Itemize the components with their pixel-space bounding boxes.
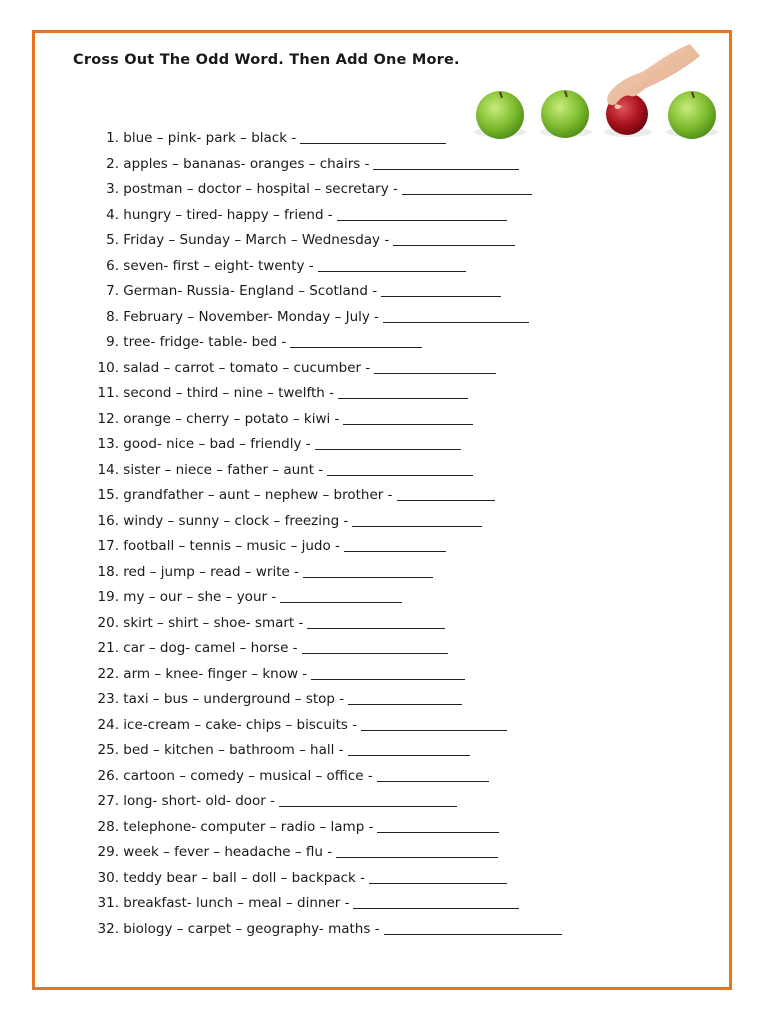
answer-blank[interactable]: [344, 537, 446, 552]
question-number: 2.: [106, 155, 119, 172]
question-number: 26.: [97, 767, 119, 784]
question-number: 17.: [97, 538, 119, 554]
answer-blank[interactable]: [348, 741, 470, 756]
question-item: [94, 256, 562, 282]
question-number: 31.: [97, 895, 119, 911]
question-number: 29.: [97, 844, 119, 860]
question-number: 15.: [97, 487, 119, 503]
question-item: [94, 868, 562, 894]
question-words: sister – niece – father – aunt -: [123, 461, 324, 478]
answer-blank[interactable]: [373, 155, 519, 170]
answer-blank[interactable]: [383, 308, 529, 323]
question-words: biology – carpet – geography- maths -: [123, 920, 380, 937]
answer-blank[interactable]: [279, 792, 457, 807]
question-words: February – November- Monday – July -: [123, 308, 380, 325]
question-words: teddy bear – ball – doll – backpack -: [123, 869, 366, 886]
answer-blank[interactable]: [381, 282, 501, 297]
question-number: 27.: [97, 793, 119, 809]
question-item: [94, 638, 562, 664]
question-words: car – dog- camel – horse -: [123, 640, 298, 656]
answer-blank[interactable]: [300, 129, 446, 144]
question-item: [94, 562, 562, 588]
question-words: cartoon – comedy – musical – office -: [123, 767, 373, 784]
answer-blank[interactable]: [302, 639, 448, 654]
answer-blank[interactable]: [393, 231, 515, 246]
question-item: [94, 358, 562, 384]
question-number: 32.: [97, 920, 119, 937]
question-number: 13.: [97, 436, 119, 452]
question-number: 25.: [97, 742, 119, 758]
question-item: [94, 434, 562, 460]
answer-blank[interactable]: [307, 614, 445, 629]
answer-blank[interactable]: [377, 767, 489, 782]
question-words: windy – sunny – clock – freezing -: [123, 512, 349, 529]
answer-blank[interactable]: [377, 818, 499, 833]
question-words: my – our – she – your -: [123, 589, 277, 605]
question-item: [94, 383, 562, 409]
answer-blank[interactable]: [280, 588, 402, 603]
question-item: [94, 766, 562, 792]
question-number: 5.: [106, 232, 119, 248]
question-item: [94, 791, 562, 817]
question-words: taxi – bus – underground – stop -: [123, 691, 345, 707]
question-number: 11.: [97, 385, 119, 401]
question-words: breakfast- lunch – meal – dinner -: [123, 895, 350, 911]
question-number: 19.: [97, 589, 119, 605]
question-item: [94, 664, 562, 690]
question-number: 20.: [97, 614, 119, 631]
question-number: 8.: [106, 308, 119, 325]
worksheet-title: Cross Out The Odd Word. Then Add One More.: [73, 52, 460, 68]
question-words: second – third – nine – twelfth -: [123, 385, 335, 401]
answer-blank[interactable]: [361, 716, 507, 731]
answer-blank[interactable]: [402, 180, 532, 195]
answer-blank[interactable]: [374, 359, 496, 374]
question-item: [94, 740, 562, 766]
question-item: [94, 179, 562, 205]
question-number: 28.: [97, 818, 119, 835]
question-number: 16.: [97, 512, 119, 529]
question-words: long- short- old- door -: [123, 793, 275, 809]
question-number: 22.: [97, 665, 119, 682]
question-words: salad – carrot – tomato – cucumber -: [123, 359, 371, 376]
question-number: 10.: [97, 359, 119, 376]
question-words: orange – cherry – potato – kiwi -: [123, 410, 340, 427]
question-number: 7.: [106, 283, 119, 299]
question-number: 21.: [97, 640, 119, 656]
question-item: [94, 893, 562, 919]
question-item: [94, 332, 562, 358]
answer-blank[interactable]: [352, 512, 482, 527]
question-words: apples – bananas- oranges – chairs -: [123, 155, 370, 172]
answer-blank[interactable]: [311, 665, 465, 680]
question-item: [94, 511, 562, 537]
answer-blank[interactable]: [343, 410, 473, 425]
question-item: [94, 307, 562, 333]
question-item: [94, 230, 562, 256]
answer-blank[interactable]: [384, 920, 562, 935]
answer-blank[interactable]: [353, 894, 519, 909]
question-words: hungry – tired- happy – friend -: [123, 206, 333, 223]
question-words: grandfather – aunt – nephew – brother -: [123, 487, 393, 503]
question-item: [94, 613, 562, 639]
question-number: 6.: [106, 257, 119, 274]
question-number: 18.: [97, 563, 119, 580]
question-number: 9.: [106, 334, 119, 350]
question-words: red – jump – read – write -: [123, 563, 299, 580]
question-number: 30.: [97, 869, 119, 886]
question-number: 23.: [97, 691, 119, 707]
question-words: seven- first – eight- twenty -: [123, 257, 314, 274]
question-words: postman – doctor – hospital – secretary -: [123, 181, 398, 197]
question-number: 3.: [106, 181, 119, 197]
question-item: [94, 817, 562, 843]
question-list: [94, 128, 562, 944]
question-item: [94, 154, 562, 180]
question-words: ice-cream – cake- chips – biscuits -: [123, 716, 358, 733]
answer-blank[interactable]: [303, 563, 433, 578]
question-words: blue – pink- park – black -: [123, 130, 297, 146]
question-number: 24.: [97, 716, 119, 733]
question-item: [94, 409, 562, 435]
question-item: [94, 128, 562, 154]
question-words: football – tennis – music – judo -: [123, 538, 340, 554]
question-item: [94, 919, 562, 945]
question-item: [94, 689, 562, 715]
answer-blank[interactable]: [327, 461, 473, 476]
question-words: tree- fridge- table- bed -: [123, 334, 287, 350]
question-item: [94, 485, 562, 511]
question-words: good- nice – bad – friendly -: [123, 436, 311, 452]
question-number: 4.: [106, 206, 119, 223]
question-number: 14.: [97, 461, 119, 478]
answer-blank[interactable]: [336, 843, 498, 858]
question-item: [94, 587, 562, 613]
answer-blank[interactable]: [348, 690, 462, 705]
question-number: 12.: [97, 410, 119, 427]
question-words: week – fever – headache – flu -: [123, 844, 333, 860]
answer-blank[interactable]: [338, 384, 468, 399]
answer-blank[interactable]: [337, 206, 507, 221]
question-item: [94, 281, 562, 307]
question-words: skirt – shirt – shoe- smart -: [123, 614, 304, 631]
question-words: Friday – Sunday – March – Wednesday -: [123, 232, 390, 248]
question-item: [94, 205, 562, 231]
question-number: 1.: [106, 130, 119, 146]
answer-blank[interactable]: [318, 257, 466, 272]
answer-blank[interactable]: [369, 869, 507, 884]
question-item: [94, 715, 562, 741]
question-words: telephone- computer – radio – lamp -: [123, 818, 374, 835]
answer-blank[interactable]: [397, 486, 495, 501]
question-words: German- Russia- England – Scotland -: [123, 283, 378, 299]
question-item: [94, 460, 562, 486]
question-item: [94, 842, 562, 868]
answer-blank[interactable]: [290, 333, 422, 348]
question-words: arm – knee- finger – know -: [123, 665, 308, 682]
answer-blank[interactable]: [315, 435, 461, 450]
question-item: [94, 536, 562, 562]
question-words: bed – kitchen – bathroom – hall -: [123, 742, 344, 758]
